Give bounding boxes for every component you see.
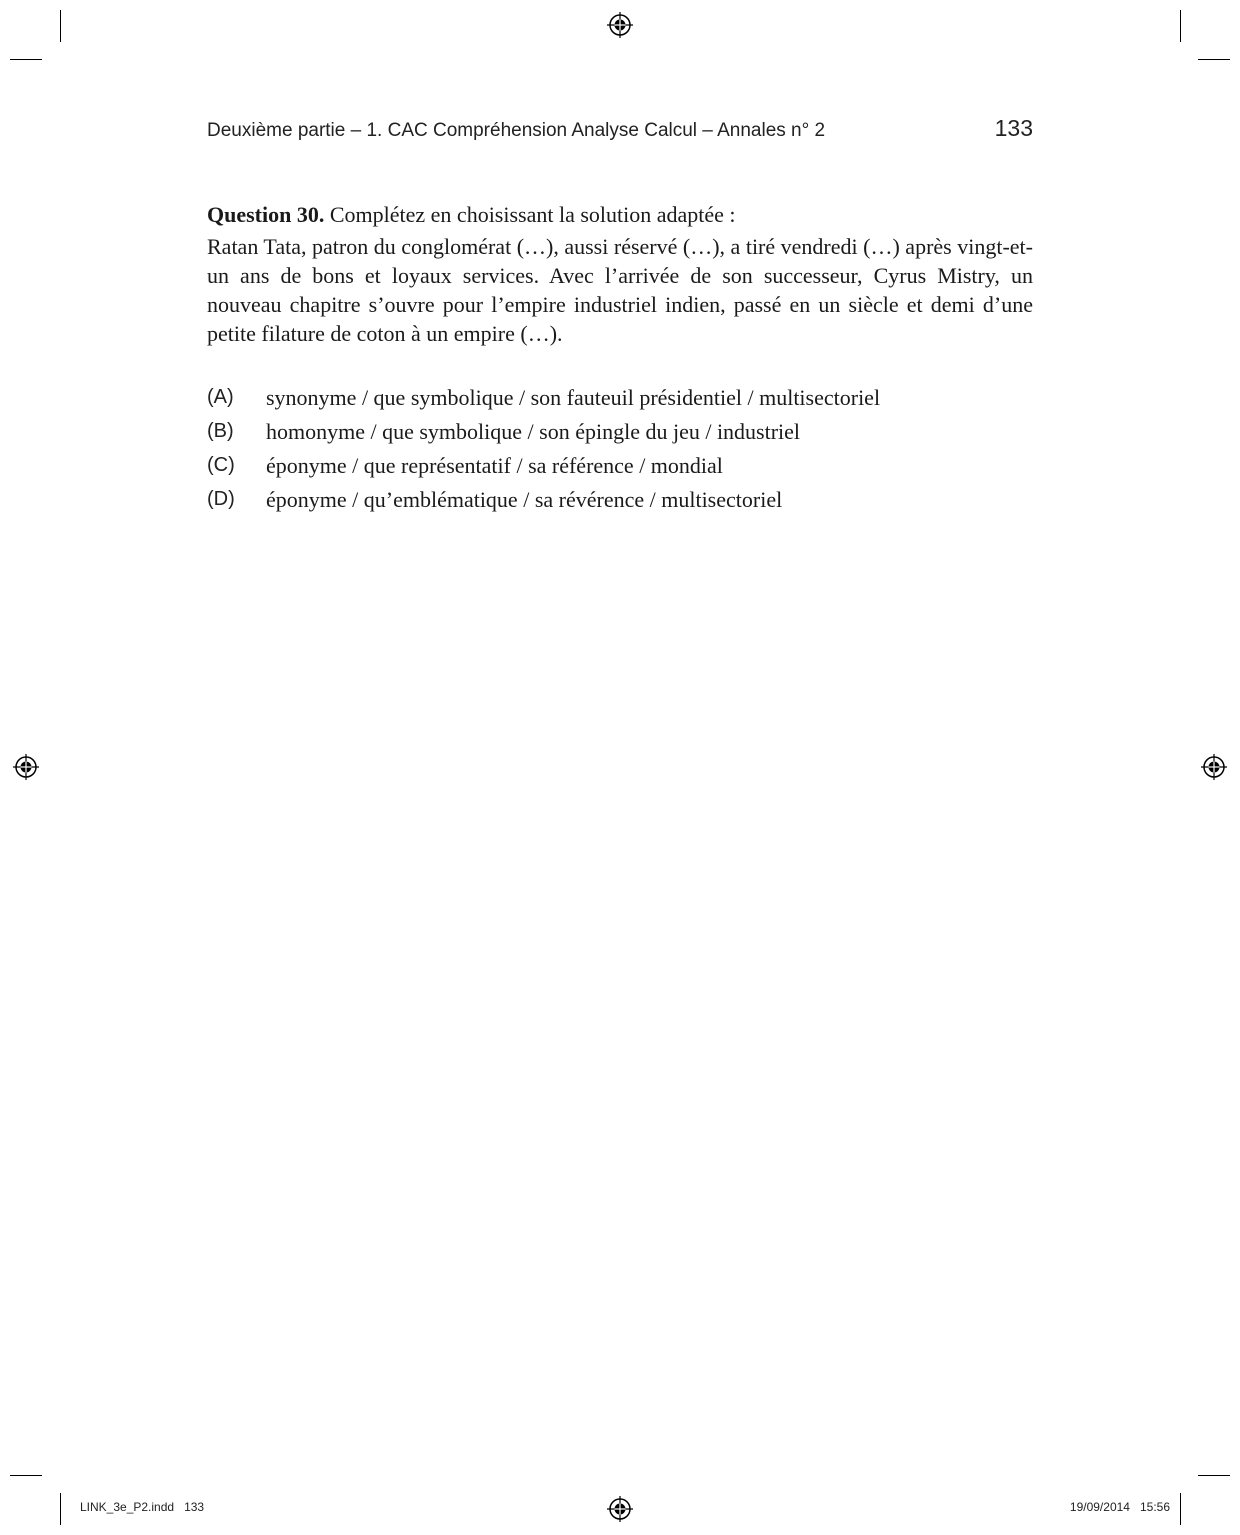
question-label: Question 30.: [207, 202, 325, 227]
registration-mark-icon: [607, 1496, 633, 1522]
option-letter: (B): [207, 420, 234, 442]
question-text: Ratan Tata, patron du conglomérat (…), aussi réservé (…), a tiré vendredi (…) après vingt-et-un ans de bons et loyaux services. Avec l’arrivée de son successeur, Cyrus Mistry, un nouveau chapitre s’ouvre pour l’empire industriel indien, passé en un siècle et demi d’une petite filature de coton à un empire (…).: [207, 234, 1033, 346]
answer-option-c[interactable]: [207, 451, 1033, 485]
option-letter: (C): [207, 454, 235, 476]
option-text: synonyme / que symbolique / son fauteuil présidentiel / multisectoriel: [266, 385, 881, 410]
crop-mark: [60, 1493, 61, 1525]
registration-mark-icon: [607, 12, 633, 38]
crop-mark: [1180, 1493, 1181, 1525]
crop-mark: [1198, 1475, 1230, 1476]
option-letter: (A): [207, 386, 234, 408]
crop-mark: [1198, 59, 1230, 60]
question-heading: [207, 200, 1033, 229]
crop-mark: [10, 1475, 42, 1476]
registration-mark-icon: [13, 754, 39, 780]
answer-option-a[interactable]: [207, 383, 1033, 417]
answer-option-d[interactable]: [207, 485, 1033, 519]
option-text: homonyme / que symbolique / son épingle du jeu / industriel: [266, 419, 801, 444]
footer-file-name: LINK_3e_P2.indd 133: [80, 1500, 205, 1514]
option-text: éponyme / que représentatif / sa référence / mondial: [266, 453, 723, 478]
running-header: [207, 116, 1033, 148]
crop-mark: [60, 10, 61, 42]
header-title: Deuxième partie – 1. CAC Compréhension Analyse Calcul – Annales n° 2: [207, 120, 826, 141]
page-number: 133: [994, 115, 1033, 141]
registration-mark-icon: [1201, 754, 1227, 780]
answer-options: [207, 383, 1033, 519]
question-block: [207, 200, 1033, 348]
footer-datetime: 19/09/2014 15:56: [1069, 1500, 1170, 1514]
crop-mark: [1180, 10, 1181, 42]
question-instruction: Complétez en choisissant la solution adaptée :: [329, 202, 736, 227]
option-letter: (D): [207, 488, 235, 510]
option-text: éponyme / qu’emblématique / sa révérence / multisectoriel: [266, 487, 783, 512]
crop-mark: [10, 59, 42, 60]
answer-option-b[interactable]: [207, 417, 1033, 451]
